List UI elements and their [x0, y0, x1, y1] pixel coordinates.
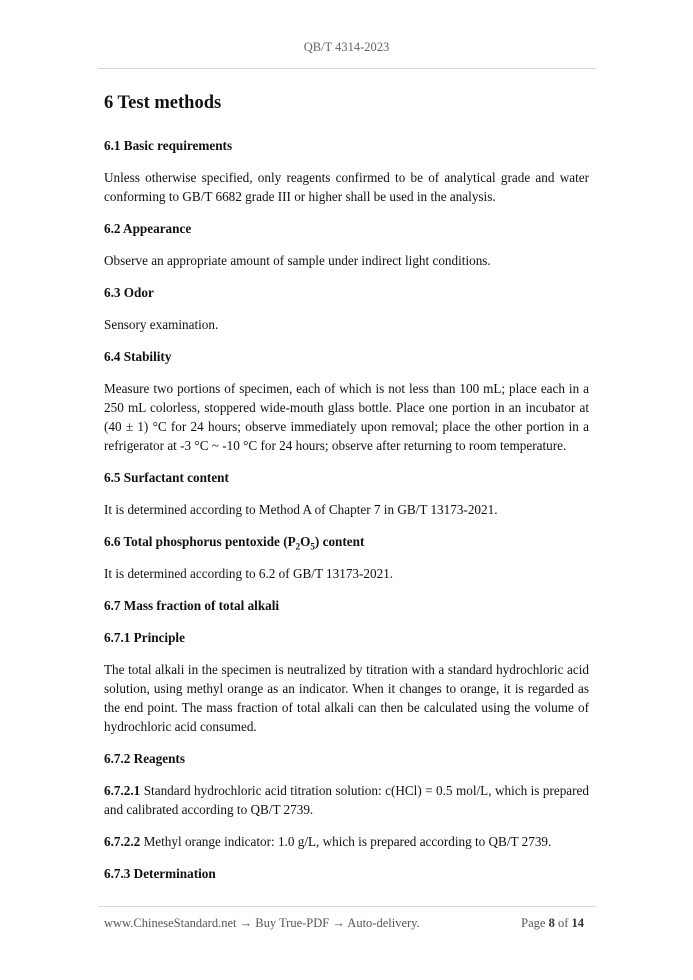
clause-number-6-7-2-2: 6.7.2.2 [104, 834, 141, 849]
section-6-6-title-part-c: ) content [314, 534, 365, 549]
clause-number-6-7-2-1: 6.7.2.1 [104, 783, 141, 798]
section-6-5-title: 6.5 Surfactant content [104, 470, 229, 485]
page-prefix: Page [521, 916, 549, 930]
footer-divider [98, 906, 596, 907]
section-6-title: 6 Test methods [104, 93, 222, 113]
section-6-1-text: Unless otherwise specified, only reagents confirmed to be of analytical grade and water conforming to GB/T 6682 grade III or higher shall be used in the analysis. [104, 170, 589, 204]
clause-text-6-7-2-1: Standard hydrochloric acid titration solution: c(HCl) = 0.5 mol/L, which is prepared and calibrated according to QB/T 2739. [104, 783, 589, 817]
section-6-7-1-title: 6.7.1 Principle [104, 630, 185, 645]
section-6-7-2-title: 6.7.2 Reagents [104, 751, 185, 766]
section-6-7-title: 6.7 Mass fraction of total alkali [104, 598, 280, 613]
section-6-6-title-part-a: 6.6 Total phosphorus pentoxide (P [104, 534, 296, 549]
section-6-6-title-part-b: O [300, 534, 311, 549]
section-6-5-text: It is determined according to Method A of Chapter 7 in GB/T 13173-2021. [104, 502, 498, 517]
current-page-number: 8 [548, 916, 555, 930]
footer-link-text[interactable]: www.ChineseStandard.net → Buy True-PDF → Auto-delivery. [104, 916, 420, 930]
section-6-4-text: Measure two portions of specimen, each of which is not less than 100 mL; place each in a 250 mL colorless, stoppered wide-mouth glass bottle. Place one portion in an incubator at (40 ± 1) °C for 24 hours; observe immediately upon removal; place the other portion in a refrigerator at -3 °C ~ -10 °C for 24 hours; observe after returning to room temperature. [104, 381, 589, 453]
section-6-6-text: It is determined according to 6.2 of GB/T 13173-2021. [104, 566, 394, 581]
section-6-7-2-1 [104, 781, 589, 819]
section-6-1-title: 6.1 Basic requirements [104, 138, 233, 153]
section-6-2-text: Observe an appropriate amount of sample under indirect light conditions. [104, 253, 491, 268]
clause-text-6-7-2-2: Methyl orange indicator: 1.0 g/L, which is prepared according to QB/T 2739. [140, 834, 552, 849]
section-6-6-title [104, 532, 589, 551]
subscript-5: 5 [310, 541, 315, 552]
section-6-3-title: 6.3 Odor [104, 285, 154, 300]
page-content [104, 90, 589, 896]
section-6-4-title: 6.4 Stability [104, 349, 172, 364]
section-6-2-title: 6.2 Appearance [104, 221, 192, 236]
section-6-3-text: Sensory examination. [104, 317, 219, 332]
section-6-7-3-title: 6.7.3 Determination [104, 866, 216, 881]
header-divider [98, 68, 596, 69]
page-of: of [554, 916, 572, 930]
total-page-number: 14 [571, 916, 584, 930]
page-indicator [521, 916, 584, 931]
section-6-7-2-2 [104, 832, 589, 851]
document-id-header: QB/T 4314-2023 [303, 40, 390, 54]
subscript-2: 2 [295, 541, 301, 552]
section-6-7-1-text: The total alkali in the specimen is neutralized by titration with a standard hydrochloric acid solution, using methyl orange as an indicator. When it changes to orange, it is regarded as the end point. The mass fraction of total alkali can then be calculated using the volume of hydrochloric acid consumed. [104, 662, 589, 734]
